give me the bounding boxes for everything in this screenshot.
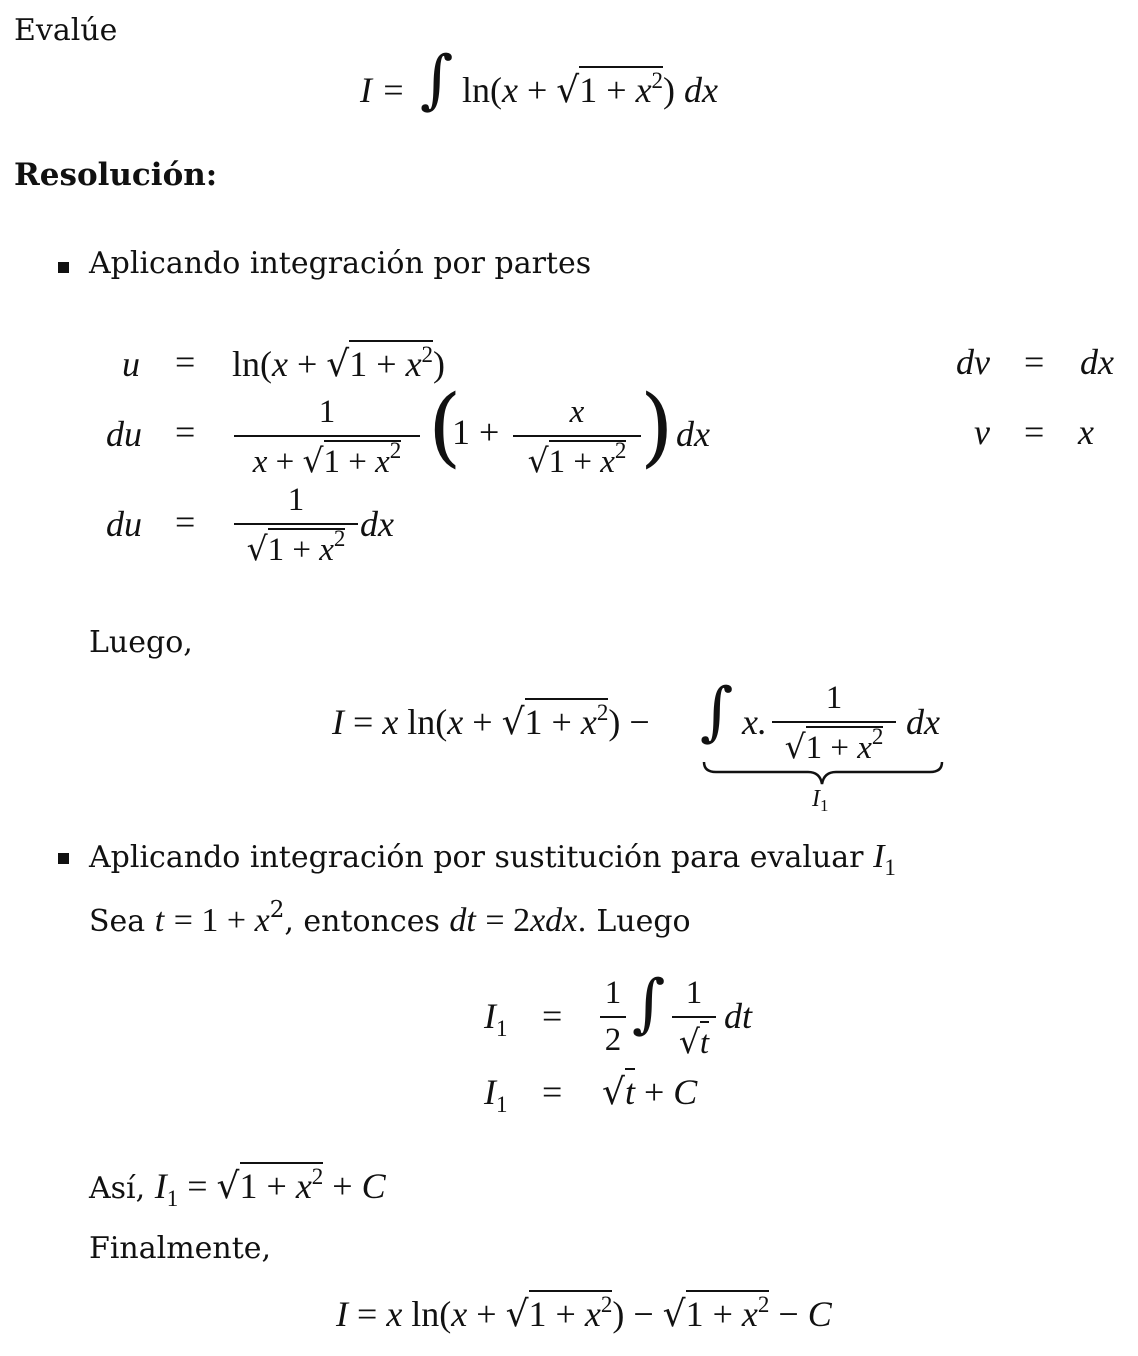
- fraction-bar: [772, 721, 896, 723]
- i1-label: $I_1$: [484, 1072, 508, 1117]
- half-den: 2: [604, 1022, 622, 1058]
- parts-result-lhs: I = x $\ln(x + √1 + x^2)$ −: [332, 700, 650, 743]
- main-integral-lhs: I =: [360, 70, 406, 110]
- bullet-marker: [58, 262, 69, 273]
- rt-fraction: [672, 975, 716, 1062]
- du-inner-num: x: [569, 394, 585, 430]
- i1-result: √t + C: [602, 1074, 697, 1111]
- half-num: 1: [604, 975, 622, 1011]
- du2-den: $√1 + x^2$: [246, 526, 346, 568]
- integral-sign: ∫: [420, 43, 454, 117]
- luego-text: Luego,: [89, 625, 193, 660]
- step2-bullet-text: Aplicando integración por sustitución para evaluar $I_1$: [89, 838, 896, 880]
- step1-bullet-text: Aplicando integración por partes: [89, 246, 592, 281]
- equals-sign: =: [175, 502, 196, 542]
- fraction-bar: [513, 435, 641, 437]
- half-fraction: [600, 975, 626, 1059]
- rt-num: 1: [685, 975, 703, 1011]
- du-fraction-den: $x + √1 + x^2$: [252, 438, 402, 480]
- integral-sign: ∫: [632, 967, 666, 1041]
- resolution-heading: Resolución:: [14, 157, 218, 193]
- right-paren: ): [640, 377, 674, 477]
- underbrace: [702, 760, 946, 790]
- equals-sign: =: [542, 1072, 563, 1112]
- du-tail: dx: [676, 414, 710, 454]
- fraction-bar: [672, 1016, 716, 1018]
- bullet-marker: [58, 853, 69, 864]
- u-label: u: [122, 344, 140, 384]
- final-result: I = x $\ln(x + √1 + x^2) - √1 + x^2 - C$: [336, 1292, 832, 1335]
- equals-sign: =: [1024, 412, 1045, 452]
- underbrace-label: $I_1$: [812, 786, 829, 815]
- integral-sign: ∫: [700, 675, 734, 749]
- asi-text: Así, $I_1 = √1 + x^2 + C$: [89, 1164, 386, 1211]
- dv-expression: dx: [1080, 342, 1114, 382]
- dv-label: dv: [956, 342, 990, 382]
- main-integral-integrand: $\ln(x + √1 + x^2)$ dx: [462, 68, 719, 111]
- v-expression: x: [1078, 412, 1094, 452]
- rt-tail: dt: [724, 996, 753, 1036]
- u-expression: $\ln(x + √1 + x^2)$: [232, 342, 446, 385]
- intro-text: Evalúe: [14, 13, 118, 48]
- du2-fraction: [234, 482, 358, 569]
- equals-sign: =: [175, 412, 196, 452]
- fraction-bar: [234, 523, 358, 525]
- equals-sign: =: [542, 996, 563, 1036]
- rt-den: √t: [678, 1022, 710, 1061]
- parts-fraction: [772, 680, 896, 767]
- left-paren: (: [428, 377, 462, 477]
- du-inner-one: 1 +: [452, 412, 500, 452]
- fraction-bar: [600, 1016, 626, 1018]
- du-label: du: [106, 504, 142, 544]
- parts-frac-num: 1: [825, 680, 843, 716]
- parts-tail: dx: [906, 702, 940, 742]
- du-label: du: [106, 414, 142, 454]
- du2-num: 1: [287, 482, 305, 518]
- equals-sign: =: [1024, 342, 1045, 382]
- parts-integrand-prefix: x.: [742, 702, 767, 742]
- fraction-bar: [234, 435, 420, 437]
- sea-text: Sea $t = 1 + x^2$, entonces dt = 2xdx. Luego: [89, 897, 691, 939]
- parts-frac-den: $√1 + x^2$: [784, 724, 884, 766]
- du-fraction: [234, 394, 420, 481]
- du-inner-den: $√1 + x^2$: [527, 438, 627, 480]
- i1-label: $I_1$: [484, 996, 508, 1041]
- du-inner-fraction: [513, 394, 641, 481]
- v-label: v: [974, 412, 990, 452]
- du-fraction-num: 1: [318, 394, 336, 430]
- equals-sign: =: [175, 342, 196, 382]
- finalmente-text: Finalmente,: [89, 1231, 272, 1266]
- du2-tail: dx: [360, 504, 394, 544]
